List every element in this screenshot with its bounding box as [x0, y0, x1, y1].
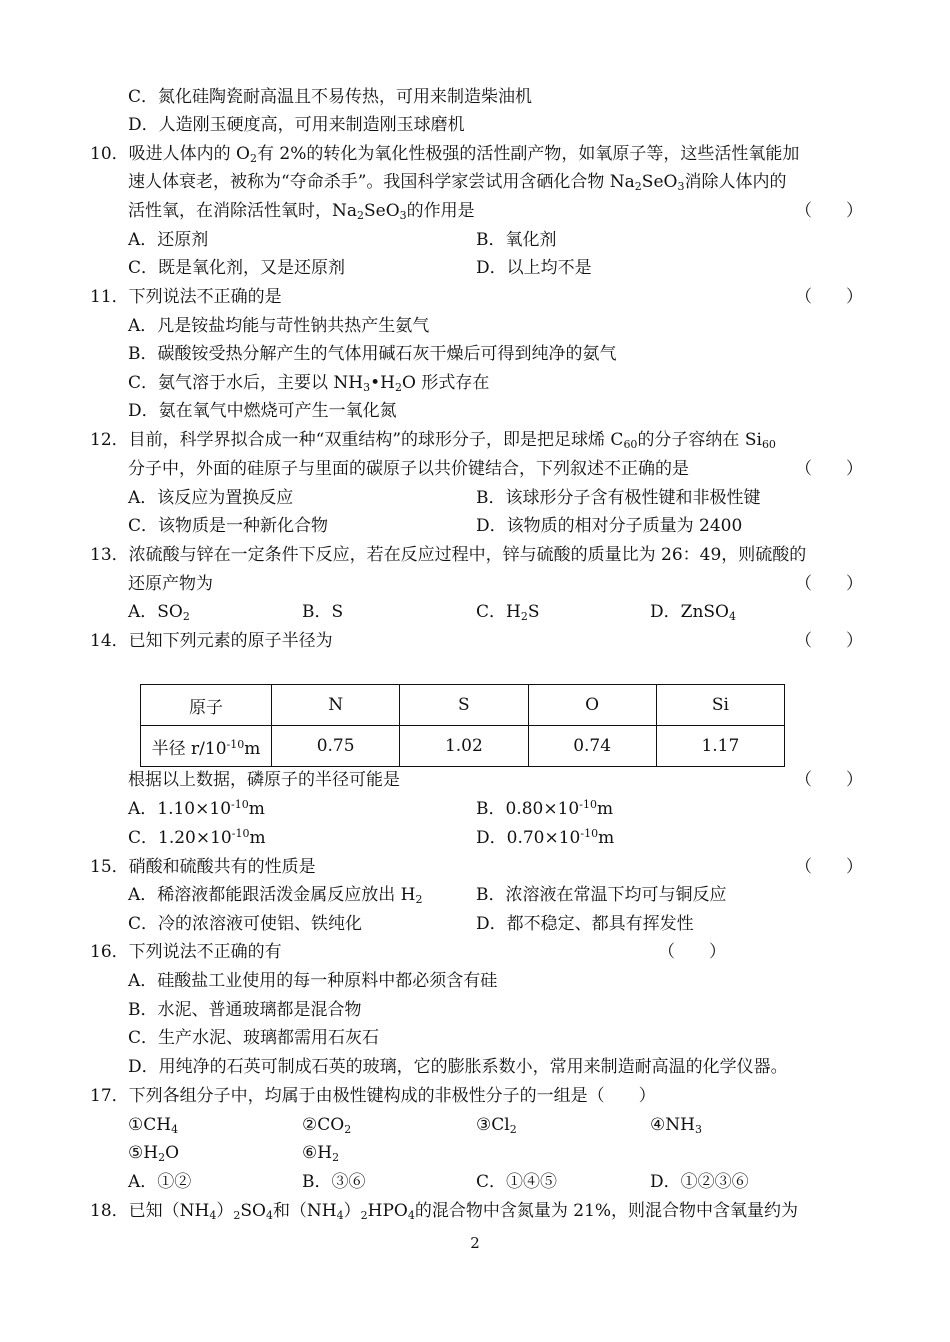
q10-option-d: D．以上均不是 — [476, 258, 592, 278]
q10-stem-line1: 10．吸进人体内的 $O_2$有 2%的转化为氧化性极强的活性副产物，如氧原子等，这些活性氧能加 — [90, 144, 800, 165]
q17-molecule-6: $⑥H_2$ — [302, 1143, 340, 1164]
q13-option-c: C．$H_2S$ — [476, 602, 540, 623]
table-header-cell: O — [528, 685, 656, 726]
q15-option-a: A．稀溶液都能跟活泼金属反应放出 $H_2$ — [128, 885, 423, 906]
q12-option-b: B．该球形分子含有极性键和非极性键 — [476, 488, 761, 508]
q12-stem-line2: 分子中，外面的硅原子与里面的碳原子以共价键结合，下列叙述不正确的是 — [128, 459, 689, 479]
q11-stem: 11．下列说法不正确的是 — [90, 287, 282, 307]
q10-stem-line3: 活性氧，在消除活性氧时，$Na_2SeO_3$的作用是 — [128, 201, 475, 222]
q16-option-c: C．生产水泥、玻璃都需用石灰石 — [128, 1028, 380, 1048]
q17-molecule-4: $④NH_3$ — [650, 1115, 702, 1136]
q10-answer-blank[interactable]: （ ） — [795, 201, 863, 221]
q15-stem: 15．硝酸和硫酸共有的性质是 — [90, 857, 316, 877]
q12-option-d: D．该物质的相对分子质量为 2400 — [476, 516, 743, 536]
q11-option-a: A．凡是铵盐均能与苛性钠共热产生氨气 — [128, 316, 430, 336]
q14-option-d: D．$0.70\times 10^{-10}m$ — [476, 827, 615, 848]
q16-option-a: A．硅酸盐工业使用的每一种原料中都必须含有硅 — [128, 971, 498, 991]
q10-option-a: A．还原剂 — [128, 230, 209, 250]
table-cell: 1.17 — [656, 726, 784, 767]
q13-answer-blank[interactable]: （ ） — [795, 574, 863, 594]
q12-option-a: A．该反应为置换反应 — [128, 488, 294, 508]
q13-option-b: B．S — [302, 602, 344, 622]
q14-option-b: B．$0.80\times 10^{-10}m$ — [476, 798, 614, 819]
page-number: 2 — [470, 1234, 480, 1252]
q17-option-c: C．①④⑤ — [476, 1172, 558, 1192]
q14-stem: 14．已知下列元素的原子半径为 — [90, 631, 333, 651]
table-row-label: 半径 $r/10^{-10}m$ — [141, 726, 272, 767]
q18-stem: 18．已知$(NH_4)_2SO_4$和$(NH_4)_2HPO_4$的混合物中含氮量为 21%，则混合物中含氧量约为 — [90, 1201, 799, 1222]
q17-molecule-2: $②CO_2$ — [302, 1115, 352, 1136]
q10-option-b: B．氧化剂 — [476, 230, 557, 250]
q17-molecule-5: $⑤H_2O$ — [128, 1143, 180, 1164]
q14-answer-blank[interactable]: （ ） — [795, 631, 863, 651]
q12-stem-line1: 12．目前，科学界拟合成一种“双重结构”的球形分子，即是把足球烯 $C_{60}$的分子容纳在 $Si_{60}$ — [90, 430, 776, 451]
q11-answer-blank[interactable]: （ ） — [795, 287, 863, 307]
q15-option-b: B．浓溶液在常温下均可与铜反应 — [476, 885, 727, 905]
q9-option-d: D．人造刚玉硬度高，可用来制造刚玉球磨机 — [128, 115, 465, 135]
table-header-cell: N — [272, 685, 400, 726]
q16-stem: 16．下列说法不正确的有 — [90, 942, 282, 962]
q12-answer-blank[interactable]: （ ） — [795, 459, 863, 479]
q16-option-b: B．水泥、普通玻璃都是混合物 — [128, 1000, 362, 1020]
q13-option-a: A．$SO_2$ — [128, 602, 190, 623]
q13-stem-line1: 13．浓硫酸与锌在一定条件下反应，若在反应过程中，锌与硫酸的质量比为 26：49，则硫酸的 — [90, 545, 807, 565]
q17-stem: 17．下列各组分子中，均属于由极性键构成的非极性分子的一组是（ ） — [90, 1086, 656, 1106]
q13-stem-line2: 还原产物为 — [128, 574, 213, 594]
q17-option-d: D．①②③⑥ — [650, 1172, 749, 1192]
q12-option-c: C．该物质是一种新化合物 — [128, 516, 329, 536]
table-cell: 1.02 — [400, 726, 528, 767]
q11-option-d: D．氨在氧气中燃烧可产生一氧化氮 — [128, 401, 397, 421]
q15-option-d: D．都不稳定、都具有挥发性 — [476, 914, 694, 934]
q17-option-b: B．③⑥ — [302, 1172, 366, 1192]
q14-question-blank[interactable]: （ ） — [795, 770, 863, 790]
q10-stem-line2: 速人体衰老，被称为“夺命杀手”。我国科学家尝试用含硒化合物 $Na_2SeO_3$消除人体内的 — [128, 172, 787, 193]
q10-option-c: C．既是氧化剂，又是还原剂 — [128, 258, 346, 278]
q15-answer-blank[interactable]: （ ） — [795, 857, 863, 877]
q14-question: 根据以上数据，磷原子的半径可能是 — [128, 770, 400, 790]
q17-molecule-1: $①CH_4$ — [128, 1115, 179, 1136]
q11-option-c: C．氨气溶于水后，主要以 $NH_3•H_2O$ 形式存在 — [128, 373, 490, 394]
table-header-cell: 原子 — [141, 685, 272, 726]
table-header-cell: Si — [656, 685, 784, 726]
q14-option-c: C．$1.20\times 10^{-10}m$ — [128, 827, 266, 848]
q17-option-a: A．①② — [128, 1172, 192, 1192]
q15-option-c: C．冷的浓溶液可使铝、铁纯化 — [128, 914, 363, 934]
q17-molecule-3: $③Cl_2$ — [476, 1115, 517, 1136]
table-header-cell: S — [400, 685, 528, 726]
q9-option-c: C．氮化硅陶瓷耐高温且不易传热，可用来制造柴油机 — [128, 87, 533, 107]
q16-option-d: D．用纯净的石英可制成石英的玻璃，它的膨胀系数小，常用来制造耐高温的化学仪器。 — [128, 1057, 788, 1077]
table-row — [141, 726, 785, 767]
table-cell: 0.74 — [528, 726, 656, 767]
table-cell: 0.75 — [272, 726, 400, 767]
q13-option-d: D．ZnSO$_4$ — [650, 602, 736, 623]
q16-answer-blank[interactable]: （ ） — [658, 942, 726, 962]
table-header-row — [141, 685, 785, 726]
q14-option-a: A．$1.10\times 10^{-10}m$ — [128, 798, 265, 819]
atomic-radius-table — [140, 684, 785, 767]
q11-option-b: B．碳酸铵受热分解产生的气体用碱石灰干燥后可得到纯净的氨气 — [128, 344, 617, 364]
